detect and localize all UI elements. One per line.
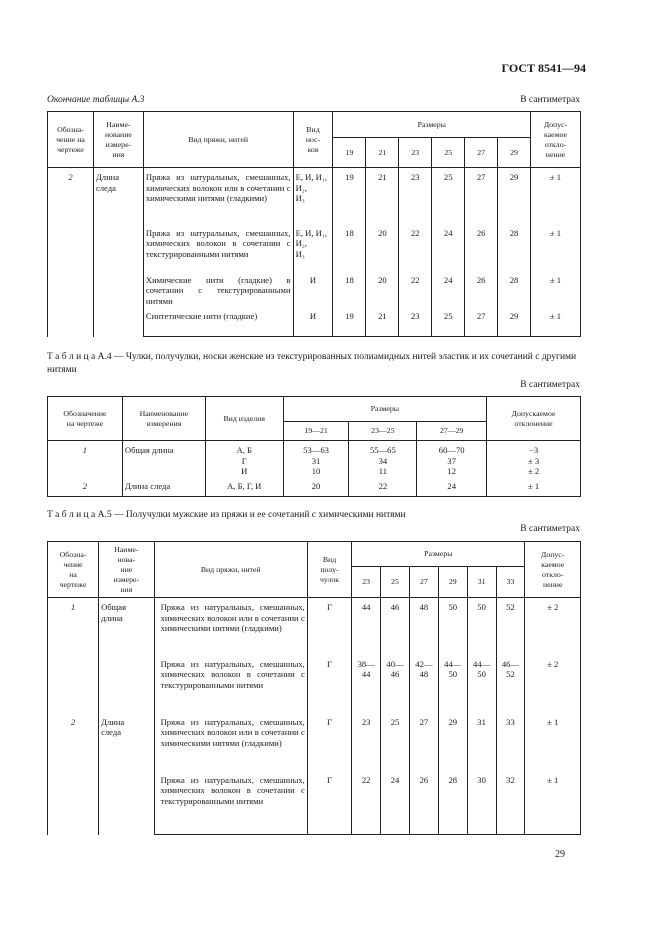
table-a5-value-cell: 50 [438,598,467,659]
table-a5-yarn-cell: Пряжа из натуральных, смешанных, химических волокон в сочетании с текстурированными нитями [154,659,307,717]
table-a5-value-cell: 33 [496,717,525,775]
table-a5-value-cell: 44— 50 [438,659,467,717]
table-a5-size-col: 23 [352,567,381,598]
table-a4-row-measure: Общая длина [122,441,205,481]
table-a5-type-cell: Г [307,717,351,775]
table-a3-size-col: 29 [498,138,531,168]
table-a3-size-col: 25 [432,138,465,168]
table-a3-yarn-cell: Пряжа из натуральных, смешанных, химических волокон в сочетании с текстурированными нитями [143,228,293,275]
table-a3-tolerance-cell: ± 1 [531,228,581,275]
table-a4-value-cell: 22 [349,481,417,497]
table-a3-yarn-cell: Синтетические нити (гладкие) [143,311,293,337]
table-a5-value-cell: 32 [496,775,525,835]
table-a3-value-cell: 21 [366,311,399,337]
table-a3-value-cell: 19 [333,168,366,228]
table-a3-header-type: Вид нос- ков [293,112,333,168]
table-a5-value-cell: 46 [381,598,410,659]
table-a3-value-cell: 29 [498,168,531,228]
table-a3-type-cell: И [293,311,333,337]
table-a5-header-type: Вид полу- чулок [307,542,351,598]
table-a5-type-cell: Г [307,659,351,717]
table-a5-value-cell: 28 [438,775,467,835]
table-a3-type-cell: Е, И, И₁, И₂, И₃ [293,228,333,275]
table-a3-header-label: Обозна- чение на чертеже [48,112,94,168]
table-a4-size-col: 23—25 [349,422,417,441]
table-a3-value-cell: 22 [399,275,432,311]
table-a3-value-cell: 19 [333,311,366,337]
table-a5-size-col: 25 [381,567,410,598]
table-a3-value-cell: 29 [498,311,531,337]
table-a4-product-cell: А, Б Г И [205,441,283,481]
table-a3-value-cell: 24 [432,228,465,275]
table-a4-row-label: 2 [48,481,123,497]
table-a3-row-label: 2 [48,168,94,337]
table-a3-header-yarn: Вид пряжи, нитей [143,112,293,168]
table-a3-value-cell: 27 [465,311,498,337]
table-a4-size-col: 27—29 [417,422,487,441]
table-a3-value-cell: 28 [498,275,531,311]
table-a3-yarn-cell: Химические нити (гладкие) в сочетании с текстурированными нитями [143,275,293,311]
table-a5-size-col: 33 [496,567,525,598]
table-a5-tolerance-cell: ± 2 [525,598,581,659]
table-a5-caption: Т а б л и ц а А.5 — Получулки мужские из пряжи и ее сочетаний с химическими нитями [47,510,406,520]
table-a3-units: В сантиметрах [520,95,580,105]
table-a3-value-cell: 24 [432,275,465,311]
table-a5-value-cell: 24 [381,775,410,835]
table-a5-value-cell: 30 [467,775,496,835]
table-a3-tolerance-cell: ± 1 [531,275,581,311]
table-a5-value-cell: 31 [467,717,496,775]
table-a3-tolerance-cell: ± 1 [531,311,581,337]
table-a5-value-cell: 44— 50 [467,659,496,717]
document-header: ГОСТ 8541—94 [501,61,586,75]
table-a3-caption: Окончание таблицы А.3 [47,95,145,105]
table-a4-value-cell: 60—70 37 12 [417,441,487,481]
table-a5-value-cell: 52 [496,598,525,659]
table-a3-value-cell: 18 [333,228,366,275]
table-a3-value-cell: 23 [399,311,432,337]
table-a5-yarn-cell: Пряжа из натуральных, смешанных, химических волокон или в сочетании с химическими нитями (гладкими) [154,717,307,775]
table-a4-header-tolerance: Допускаемое отклонение [487,397,581,441]
table-a3-size-col: 27 [465,138,498,168]
table-a5-type-cell: Г [307,598,351,659]
table-a5-yarn-cell: Пряжа из натуральных, смешанных, химических волокон или в сочетании с химическими нитями (гладкими) [154,598,307,659]
table-a3-value-cell: 21 [366,168,399,228]
table-a5-size-col: 31 [467,567,496,598]
table-a3-value-cell: 25 [432,311,465,337]
table-a4-tolerance-cell: −3 ± 3 ± 2 [487,441,581,481]
table-a3-header-sizes: Размеры [333,112,531,138]
table-a3-value-cell: 23 [399,168,432,228]
table-a3-header-tolerance: Допус- каемое откло- нение [531,112,581,168]
table-a5-value-cell: 44 [352,598,381,659]
table-a3-size-col: 19 [333,138,366,168]
table-a5-value-cell: 23 [352,717,381,775]
table-a5-row-label: 2 [48,717,99,835]
table-a3-yarn-cell: Пряжа из натуральных, смешанных, химических волокон или в сочетании с химическими нитями (гладкими) [143,168,293,228]
table-a5-yarn-cell: Пряжа из натуральных, смешанных, химических волокон в сочетании с текстурированными нитями [154,775,307,835]
table-a5-tolerance-cell: ± 1 [525,775,581,835]
table-a3-header-measure: Наиме- нование измере- ния [93,112,143,168]
table-a5-value-cell: 26 [409,775,438,835]
table-a4-value-cell: 55—65 34 11 [349,441,417,481]
table-a5-size-col: 29 [438,567,467,598]
table-a3-value-cell: 26 [465,228,498,275]
table-a5-value-cell: 42— 48 [409,659,438,717]
table-a4-header-measure: Наименование измерения [122,397,205,441]
table-a3-value-cell: 22 [399,228,432,275]
table-a4-row-measure: Длина следа [122,481,205,497]
table-a4-header-product: Вид изделия [205,397,283,441]
table-a5-value-cell: 29 [438,717,467,775]
table-a5-row-measure: Общая длина [99,598,155,717]
table-a3-value-cell: 20 [366,275,399,311]
table-a5-header-yarn: Вид пряжи, нитей [154,542,307,598]
table-a5-value-cell: 38— 44 [352,659,381,717]
table-a4-header-sizes: Размеры [283,397,486,422]
table-a4-product-cell: А, Б, Г, И [205,481,283,497]
table-a5-units: В сантиметрах [520,524,580,534]
table-a3-value-cell: 20 [366,228,399,275]
table-a5-header-measure: Наиме- нова- ние измере- ния [99,542,155,598]
table-a4-value-cell: 53—63 31 10 [283,441,349,481]
table-a5-value-cell: 48 [409,598,438,659]
table-a5-tolerance-cell: ± 2 [525,659,581,717]
table-a3-value-cell: 27 [465,168,498,228]
table-a5-value-cell: 25 [381,717,410,775]
table-a3-type-cell: Е, И, И₁, И₂, И₃ [293,168,333,228]
table-a4-caption: Т а б л и ц а А.4 — Чулки, получулки, носки женские из текстурированных полиамидных нитей эластик и их сочетаний с другими нитями [47,352,577,375]
table-a5-row-label: 1 [48,598,99,717]
table-a4-units: В сантиметрах [520,380,580,390]
table-a5-value-cell: 27 [409,717,438,775]
table-a3-value-cell: 28 [498,228,531,275]
table-a3-size-col: 23 [399,138,432,168]
table-a4-value-cell: 24 [417,481,487,497]
table-a4-size-col: 19—21 [283,422,349,441]
table-a5-size-col: 27 [409,567,438,598]
table-a4-value-cell: 20 [283,481,349,497]
table-a5-value-cell: 50 [467,598,496,659]
table-a3-value-cell: 18 [333,275,366,311]
table-a3 [47,111,581,337]
table-a5-header-tolerance: Допус- каемое откло- нение [525,542,581,598]
table-a5-row-measure: Длина следа [99,717,155,835]
table-a3-row-measure: Длина следа [93,168,143,337]
table-a3-type-cell: И [293,275,333,311]
table-a3-value-cell: 26 [465,275,498,311]
page-number: 29 [555,849,565,860]
table-a3-size-col: 21 [366,138,399,168]
table-a5-header-label: Обозна- чение на чертеже [48,542,99,598]
table-a5-value-cell: 46— 52 [496,659,525,717]
table-a5-value-cell: 40— 46 [381,659,410,717]
table-a4-header-label: Обозначение на чертеже [48,397,123,441]
table-a4-tolerance-cell: ± 1 [487,481,581,497]
table-a5-type-cell: Г [307,775,351,835]
table-a3-tolerance-cell: ± 1 [531,168,581,228]
table-a5 [47,541,581,835]
table-a5-header-sizes: Размеры [352,542,525,567]
table-a5-value-cell: 22 [352,775,381,835]
table-a4 [47,396,581,497]
table-a3-value-cell: 25 [432,168,465,228]
table-a5-tolerance-cell: ± 1 [525,717,581,775]
table-a4-row-label: 1 [48,441,123,481]
